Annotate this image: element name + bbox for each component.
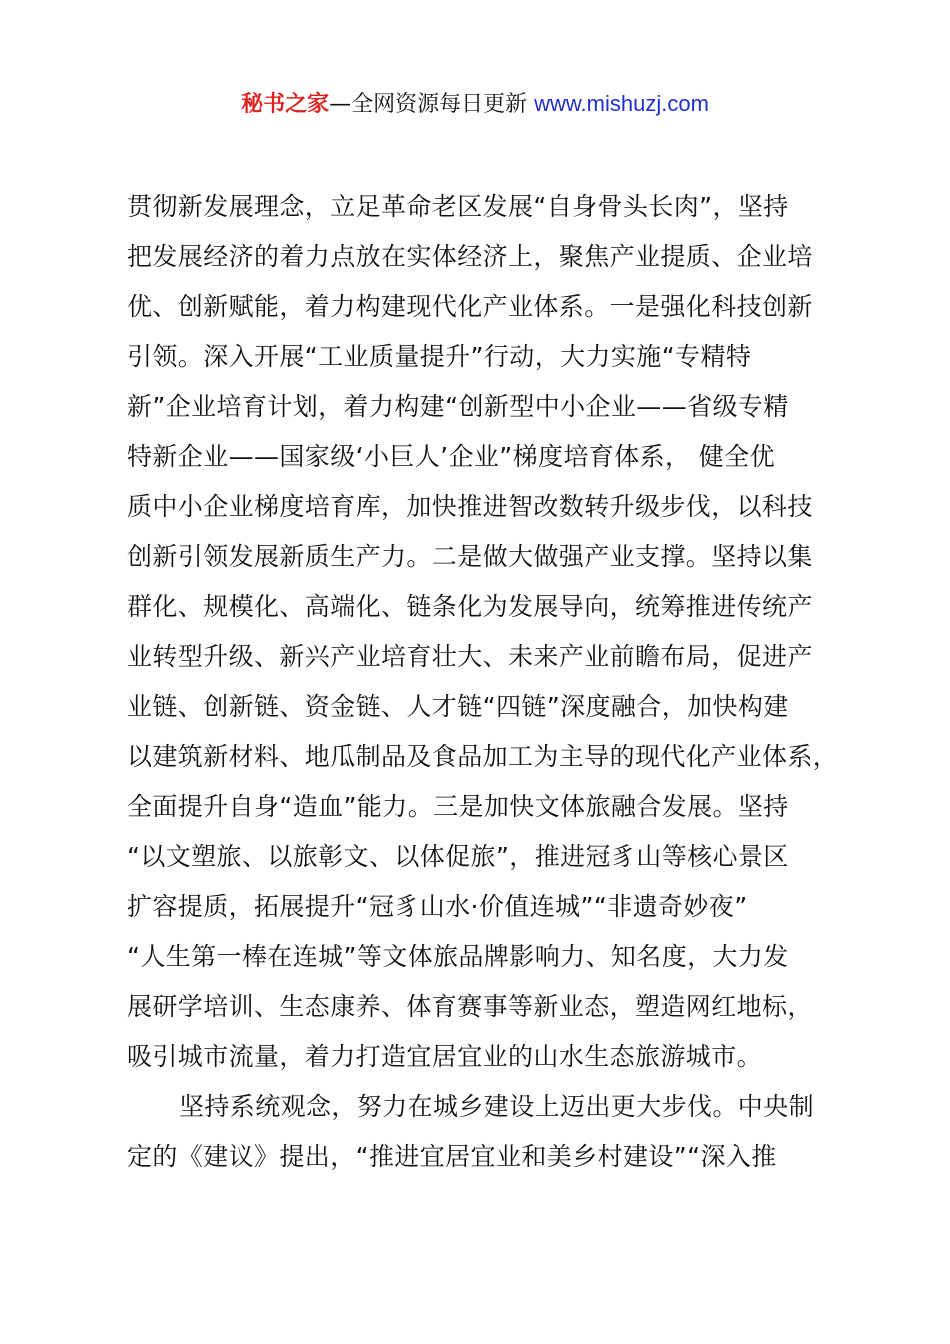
text-line: 吸引城市流量，着力打造宜居宜业的山水生态旅游城市。 (127, 1042, 763, 1071)
text-line: 特新企业——国家级‘小巨人’企业”梯度培育体系， 健全优 (127, 442, 775, 471)
text-line: 新”企业培育计划，着力构建“创新型中小企业——省级专精 (127, 392, 789, 421)
header-tagline: —全网资源每日更新 (329, 92, 528, 117)
text-line: 展研学培训、生态康养、体育赛事等新业态，塑造网红地标， (127, 992, 813, 1021)
brand-name: 秘书之家 (241, 92, 330, 117)
paragraph-start-line: 坚持系统观念，努力在城乡建设上迈出更大步伐。中央制 (179, 1092, 815, 1121)
text-line: 群化、规模化、高端化、链条化为发展导向，统筹推进传统产 (127, 592, 813, 621)
text-line: “以文塑旅、以旅彰文、以体促旅”，推进冠豸山等核心景区 (127, 842, 789, 871)
text-line: 引领。深入开展“工业质量提升”行动，大力实施“专精特 (127, 342, 752, 371)
text-line: 业链、创新链、资金链、人才链“四链”深度融合，加快构建 (127, 692, 789, 721)
text-line: 全面提升自身“造血”能力。三是加快文体旅融合发展。坚持 (127, 792, 789, 821)
text-line: 扩容提质，拓展提升“冠豸山水·价值连城”“非遗奇妙夜” (127, 892, 748, 921)
text-line: 业转型升级、新兴产业培育壮大、未来产业前瞻布局，促进产 (127, 642, 813, 671)
document-body (127, 182, 847, 1182)
text-line: 定的《建议》提出，“推进宜居宜业和美乡村建设”“深入推 (127, 1142, 777, 1171)
text-line: “人生第一棒在连城”等文体旅品牌影响力、知名度，大力发 (127, 942, 789, 971)
text-line: 质中小企业梯度培育库，加快推进智改数转升级步伐，以科技 (127, 492, 813, 521)
text-line: 优、创新赋能，着力构建现代化产业体系。一是强化科技创新 (127, 292, 813, 321)
text-line: 把发展经济的着力点放在实体经济上，聚焦产业提质、企业培 (127, 242, 813, 271)
text-line: 贯彻新发展理念，立足革命老区发展“自身骨头长肉”，坚持 (127, 192, 789, 221)
site-link[interactable]: www.mishuzj.com (534, 91, 709, 116)
text-line: 创新引领发展新质生产力。二是做大做强产业支撑。坚持以集 (127, 542, 813, 571)
page-header (0, 86, 950, 123)
text-line: 以建筑新材料、地瓜制品及食品加工为主导的现代化产业体系， (127, 742, 839, 771)
